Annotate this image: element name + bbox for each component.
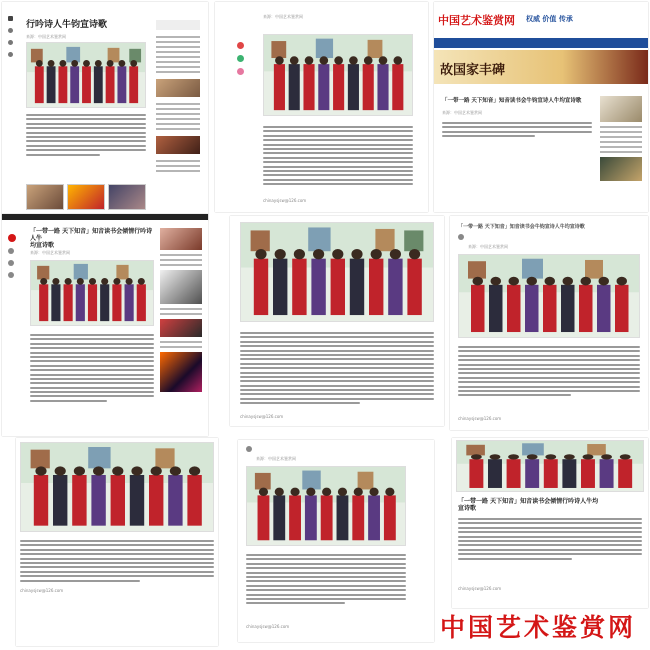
article-screenshot-5 [230,216,444,426]
choir-photo-svg [241,223,433,321]
article-body [458,346,640,399]
right-sidebar [160,228,202,392]
logo-icon[interactable] [8,234,16,242]
article-title-line1: 「一带一路 天下知音」知音读书会倾情行吟诗人牛均 [458,498,599,505]
choir-photo [26,42,146,108]
article-source: 来源：中国艺术鉴赏网 [26,34,66,39]
site-tagline: 权威 价值 传承 [526,15,573,23]
article-title: 「一带一路 天下知音」知音读书会牛钧宣诗人牛均宣诗歌 [442,98,582,104]
share-icon[interactable] [8,28,13,33]
article-screenshot-2 [215,2,428,212]
article-source: 来源：中国艺术鉴赏网 [256,456,296,461]
top-nav-bar[interactable] [2,214,208,220]
choir-photo-svg [21,443,213,531]
choir-photo-svg [31,261,153,325]
article-body [458,518,642,562]
choir-photo-svg [457,441,643,491]
contact-email: chinaysjsw@126.com [263,198,307,203]
site-watermark: 中国艺术鉴赏网 [439,613,636,642]
article-screenshot-9 [452,438,648,608]
author-avatar [246,446,252,452]
share-icon-pink[interactable] [237,68,244,75]
article-title-line1: 「一带一路 天下知音」知音读书会倾情行吟诗人牛 [30,228,153,243]
contact-email: chinaysjsw@126.com [246,624,290,629]
left-share-icons [8,234,16,278]
article-body [442,122,592,140]
article-body [246,554,406,607]
share-icon[interactable] [8,248,14,254]
article-screenshot-1 [2,2,208,220]
related-thumbnails[interactable] [26,184,146,210]
choir-photo-svg [264,35,412,115]
choir-photo-svg [459,255,639,337]
share-icons [237,42,247,75]
choir-photo [458,254,640,338]
choir-photo [240,222,434,322]
article-body [240,332,434,407]
choir-photo [263,34,413,116]
article-source: 来源：中国艺术鉴赏网 [468,244,508,249]
article-source: 来源：中国艺术鉴赏网 [263,14,303,19]
promo-banner[interactable] [434,50,648,84]
article-screenshot-4 [2,214,208,436]
article-body [20,540,214,584]
article-screenshot-8 [238,440,434,642]
article-screenshot-7 [16,438,218,646]
choir-photo [30,260,154,326]
article-title-line2: 宣诗歌 [458,505,477,513]
choir-photo-svg [27,43,145,107]
site-header [434,10,648,34]
share-icon-red[interactable] [237,42,244,49]
contact-email: chinaysjsw@126.com [20,588,64,593]
article-title: 「一带一路 天下知音」知音读书会牛钧宣诗人牛均宣诗歌 [458,224,585,230]
article-title [458,498,642,512]
choir-photo [20,442,214,532]
article-screenshot-3 [434,2,648,212]
article-screenshot-6 [450,216,648,430]
choir-photo [456,440,644,492]
nav-bar[interactable] [434,38,648,48]
site-logo[interactable]: 中国艺术鉴赏网 [438,14,515,27]
choir-photo [246,466,406,546]
article-source: 来源：中国艺术鉴赏网 [30,250,70,255]
article-body [26,114,146,158]
comment-icon[interactable] [8,260,14,266]
right-sidebar [156,20,200,175]
author-avatar [458,234,464,240]
share-icon-green[interactable] [237,55,244,62]
home-icon[interactable] [8,16,13,21]
article-title: 行吟诗人牛钧宣诗歌 [26,20,108,30]
article-title-line2: 均宣诗歌 [30,242,55,250]
like-icon[interactable] [8,272,14,278]
article-body [263,126,413,187]
article-title [30,228,156,250]
article-body [30,334,154,404]
contact-email: chinaysjsw@126.com [240,414,284,419]
article-source: 来源：中国艺术鉴赏网 [442,110,482,115]
contact-email: chinaysjsw@126.com [458,586,502,591]
promo-banner-text: 故国家丰碑 [440,63,506,78]
comment-icon[interactable] [8,40,13,45]
like-icon[interactable] [8,52,13,57]
right-sidebar [600,96,642,181]
sidebar-icons [8,16,14,57]
contact-email: chinaysjsw@126.com [458,416,502,421]
choir-photo-svg [247,467,405,545]
